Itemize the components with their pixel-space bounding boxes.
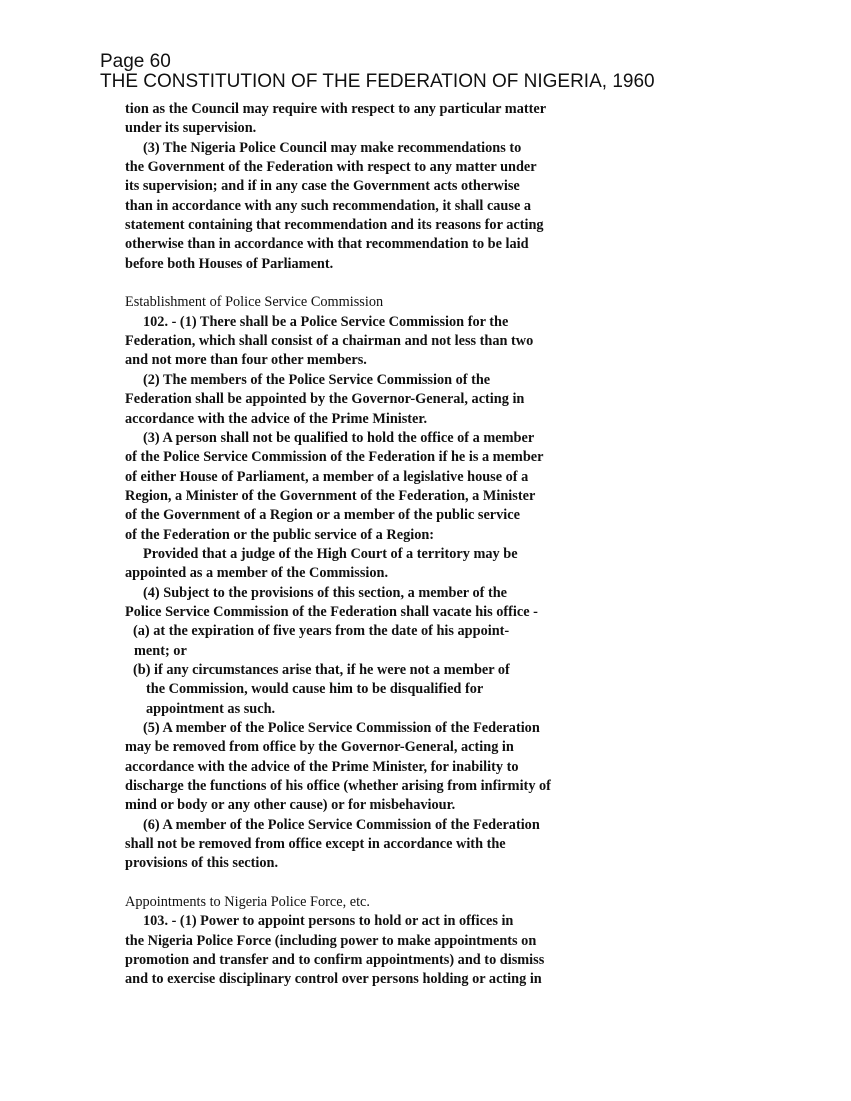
text-line: of either House of Parliament, a member of a legislative house of a xyxy=(125,468,529,485)
text-line: Police Service Commission of the Federation shall vacate his office - xyxy=(125,603,538,620)
text-line: (3) A person shall not be qualified to hold the office of a member xyxy=(143,429,535,446)
text-line: appointed as a member of the Commission. xyxy=(125,565,389,582)
text-line: 103. - (1) Power to appoint persons to hold or act in offices in xyxy=(143,913,514,930)
text-line: Federation, which shall consist of a chairman and not less than two xyxy=(125,333,534,350)
text-line: mind or body or any other cause) or for misbehaviour. xyxy=(125,797,456,814)
text-line: and not more than four other members. xyxy=(125,352,367,369)
text-line: accordance with the advice of the Prime Minister. xyxy=(125,410,428,427)
page-number: Page 60 xyxy=(100,51,171,72)
text-line: (6) A member of the Police Service Commission of the Federation xyxy=(143,816,540,833)
text-line: promotion and transfer and to confirm appointments) and to dismiss xyxy=(125,952,545,969)
text-line: the Nigeria Police Force (including power to make appointments on xyxy=(125,932,537,949)
text-line: (a) at the expiration of five years from the date of his appoint- xyxy=(133,623,510,640)
text-line: under its supervision. xyxy=(125,120,257,137)
text-line: may be removed from office by the Governor-General, acting in xyxy=(125,739,514,756)
text-line: of the Police Service Commission of the Federation if he is a member xyxy=(125,449,544,466)
text-line: ment; or xyxy=(134,642,187,659)
text-line: (4) Subject to the provisions of this section, a member of the xyxy=(143,584,508,601)
text-line: of the Government of a Region or a member of the public service xyxy=(125,507,520,524)
paragraph-gap xyxy=(125,874,825,893)
text-line: statement containing that recommendation and its reasons for acting xyxy=(125,217,544,234)
document-title: THE CONSTITUTION OF THE FEDERATION OF NIGERIA, 1960 xyxy=(100,71,655,92)
section-heading: Establishment of Police Service Commission xyxy=(125,294,384,311)
text-line: discharge the functions of his office (whether arising from infirmity of xyxy=(125,778,551,795)
text-line: (3) The Nigeria Police Council may make recommendations to xyxy=(143,139,522,156)
text-line: the Commission, would cause him to be disqualified for xyxy=(146,681,484,698)
paragraph-gap xyxy=(125,274,825,293)
text-line: (b) if any circumstances arise that, if he were not a member of xyxy=(133,661,510,678)
text-line: before both Houses of Parliament. xyxy=(125,255,334,272)
document-body xyxy=(125,100,825,990)
text-line: than in accordance with any such recommendation, it shall cause a xyxy=(125,197,532,214)
text-line: (5) A member of the Police Service Commission of the Federation xyxy=(143,720,540,736)
section-heading: Appointments to Nigeria Police Force, etc. xyxy=(125,894,370,911)
page-header xyxy=(100,52,840,92)
text-line: its supervision; and if in any case the Government acts otherwise xyxy=(125,178,520,195)
text-line: otherwise than in accordance with that recommendation to be laid xyxy=(125,236,529,253)
text-line: Region, a Minister of the Government of the Federation, a Minister xyxy=(125,487,536,504)
text-line: Provided that a judge of the High Court of a territory may be xyxy=(143,545,518,562)
text-line: provisions of this section. xyxy=(125,855,279,872)
text-line: accordance with the advice of the Prime Minister, for inability to xyxy=(125,758,519,775)
text-line: shall not be removed from office except in accordance with the xyxy=(125,836,506,853)
text-line: of the Federation or the public service of a Region: xyxy=(125,526,435,543)
text-line: and to exercise disciplinary control over persons holding or acting in xyxy=(125,971,542,988)
text-line: the Government of the Federation with respect to any matter under xyxy=(125,159,537,176)
text-line: Federation shall be appointed by the Governor-General, acting in xyxy=(125,391,525,408)
text-line: (2) The members of the Police Service Commission of the xyxy=(143,371,491,388)
text-line: tion as the Council may require with respect to any particular matter xyxy=(125,101,547,117)
text-line: appointment as such. xyxy=(146,700,276,717)
text-line: 102. - (1) There shall be a Police Service Commission for the xyxy=(143,313,509,330)
